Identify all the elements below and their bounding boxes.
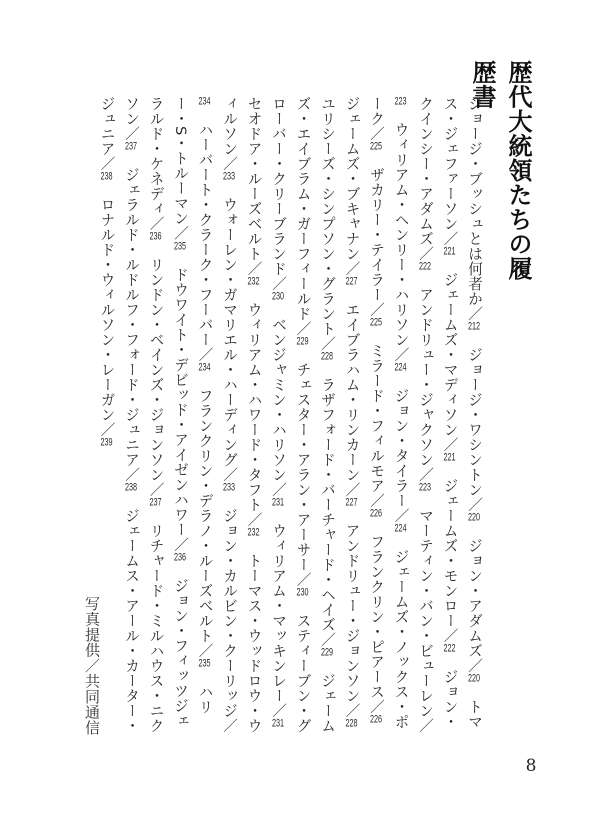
- entry-page-number: 234: [198, 96, 211, 107]
- entry-page-number: 221: [443, 246, 456, 257]
- entry-name: ザカリー・テイラー: [368, 167, 385, 302]
- list-entry: [368, 534, 385, 725]
- entry-name: ジョン・フィッツジェラルド・ケネディ: [147, 96, 189, 728]
- entry-name: セオドア・ルーズベルト: [245, 96, 263, 261]
- entry-page-number: 230: [271, 291, 285, 302]
- entry-separator: ／: [196, 643, 214, 658]
- entry-name: リンドン・ベインズ・ジョンソン: [147, 257, 165, 482]
- entry-separator: ／: [343, 703, 361, 718]
- entry-separator: ／: [466, 658, 483, 673]
- entry-name: アンドリュー・ジャクソン: [417, 287, 434, 467]
- entry-name: ユリシーズ・シンプソン・グラント: [319, 96, 336, 336]
- entry-page-number: 237: [124, 141, 138, 152]
- entry-page-number: 224: [394, 362, 407, 373]
- entry-page-number: 223: [394, 96, 407, 107]
- entry-separator: ／: [221, 467, 238, 482]
- list-entry: [344, 96, 361, 287]
- entry-name: ジョージ・ブッシュとは何者か: [466, 96, 483, 306]
- entry-separator: ／: [417, 246, 434, 261]
- entry-separator: ／: [221, 156, 238, 171]
- entry-separator: ／: [441, 437, 459, 452]
- entry-separator: ／: [270, 482, 287, 497]
- entry-name: ジェームス・アール・カーター・ジュニア: [98, 96, 140, 733]
- entry-page-number: 221: [443, 452, 456, 463]
- entry-separator: ／: [245, 261, 263, 276]
- list-entry: [417, 287, 434, 493]
- entry-page-number: 232: [247, 527, 260, 538]
- list-entry: [368, 343, 385, 519]
- entry-separator: ／: [368, 493, 385, 508]
- entry-name: ジョン・タイラー: [392, 388, 410, 508]
- list-entry: [246, 96, 263, 287]
- entry-name: トーマス・ウッドロウ・ウィルソン: [221, 96, 263, 733]
- entry-page-number: 238: [124, 482, 138, 493]
- list-entry: [270, 523, 287, 729]
- list-entry: [442, 478, 459, 654]
- entry-page-number: 231: [271, 718, 285, 729]
- entry-separator: ／: [270, 703, 287, 718]
- entry-page-number: 226: [369, 714, 383, 725]
- entry-name: ハリー・S・トルーマン: [172, 96, 214, 714]
- entry-separator: ／: [172, 536, 189, 552]
- entry-page-number: 238: [100, 171, 113, 182]
- list-entry: [197, 122, 214, 373]
- entry-name: ジェームズ・エイブラム・ガーフィールド: [294, 96, 336, 733]
- entry-name: ジェームズ・モンロー: [441, 478, 459, 628]
- list-entry: [172, 267, 189, 563]
- entry-name: ドウワイト・デビッド・アイゼンハワー: [172, 266, 189, 537]
- entry-name: ウィリアム・ハワード・タフト: [245, 302, 263, 512]
- entry-separator: ／: [392, 347, 410, 362]
- entry-page-number: 230: [296, 587, 309, 598]
- entry-separator: ／: [123, 126, 140, 141]
- entry-page-number: 220: [467, 512, 481, 523]
- list-entry: [442, 272, 459, 463]
- entry-name: エイブラハム・リンカーン: [343, 302, 361, 482]
- entry-separator: ／: [196, 347, 214, 362]
- entry-name: ウィリアム・ヘンリー・ハリソン: [392, 122, 410, 347]
- entry-separator: ／: [368, 126, 385, 141]
- list-entry: [197, 388, 214, 669]
- entry-name: フランクリン・デラノ・ルーズベルト: [196, 388, 214, 643]
- entry-name: ジェームズ・ノックス・ポーク: [368, 96, 410, 729]
- entry-separator: ／: [319, 632, 336, 647]
- list-entry: [344, 302, 361, 508]
- entry-page-number: 226: [369, 508, 383, 519]
- entry-separator: ／: [417, 467, 434, 482]
- entry-name: ジョージ・ワシントン: [466, 347, 483, 497]
- entry-name: ジョン・カルビン・クーリッジ: [221, 508, 238, 718]
- entry-page-number: 231: [271, 497, 285, 508]
- entry-separator: ／: [294, 572, 312, 587]
- entry-name: ロナルド・ウィルソン・レーガン: [98, 197, 116, 422]
- list-entry: [466, 538, 483, 684]
- entry-separator: ／: [98, 156, 116, 171]
- list-entry: [246, 302, 263, 538]
- entry-name: ウィリアム・マッキンレー: [270, 523, 287, 703]
- entry-name: ウォーレン・ガマリエル・ハーディング: [221, 197, 238, 467]
- entry-page-number: 212: [467, 321, 481, 332]
- entry-separator: ／: [343, 261, 361, 276]
- entry-page-number: 229: [296, 336, 309, 347]
- page-number: 8: [525, 756, 537, 776]
- entry-page-number: 235: [173, 240, 187, 252]
- entry-name: ハーバート・クラーク・フーバー: [196, 122, 214, 347]
- entry-page-number: 236: [173, 551, 187, 563]
- entry-page-number: 227: [345, 276, 358, 287]
- list-entry: [221, 197, 238, 493]
- list-entry: [368, 167, 385, 328]
- page-title: 歴代大統領たちの履歴書: [468, 60, 533, 281]
- entry-page-number: 224: [394, 523, 407, 534]
- entry-name: ジェームズ・マディソン: [441, 272, 459, 437]
- entry-separator: ／: [147, 216, 165, 231]
- entry-separator: ／: [441, 628, 459, 643]
- list-entry: [319, 377, 336, 658]
- entry-page-number: 229: [320, 647, 334, 658]
- entry-separator: ／: [392, 508, 410, 523]
- entry-name: リチャード・ミルハウス・ニクソン: [123, 96, 165, 733]
- entry-separator: ／: [221, 718, 238, 733]
- entry-separator: ／: [245, 512, 263, 527]
- photo-credit: 写真提供／共同通信: [83, 596, 101, 736]
- entry-separator: ／: [343, 482, 361, 497]
- entry-page-number: 232: [247, 276, 260, 287]
- entry-name: ジョン・クインシー・アダムズ: [417, 96, 459, 729]
- president-list: [98, 96, 486, 736]
- entry-page-number: 227: [345, 497, 358, 508]
- entry-page-number: 228: [320, 351, 334, 362]
- entry-separator: ／: [368, 302, 385, 317]
- list-entry: [466, 96, 483, 332]
- list-entry: [344, 523, 361, 729]
- entry-separator: ／: [270, 276, 287, 291]
- entry-name: チェスター・アラン・アーサー: [294, 362, 312, 572]
- list-entry: [270, 317, 287, 508]
- entry-page-number: 236: [149, 231, 162, 242]
- entry-page-number: 222: [418, 261, 432, 272]
- entry-separator: ／: [147, 482, 165, 497]
- entry-page-number: 233: [222, 171, 236, 182]
- entry-separator: ／: [123, 467, 140, 482]
- entry-page-number: 228: [345, 718, 358, 729]
- entry-separator: ／: [98, 422, 116, 437]
- entry-page-number: 225: [369, 317, 383, 328]
- entry-page-number: 220: [467, 673, 481, 684]
- entry-page-number: 225: [369, 141, 383, 152]
- entry-page-number: 233: [222, 482, 236, 493]
- entry-name: ミラード・フィルモア: [368, 343, 385, 493]
- entry-name: ジェラルド・ルドルフ・フォード・ジュニア: [123, 167, 140, 467]
- entry-page-number: 234: [198, 362, 211, 373]
- entry-separator: ／: [368, 699, 385, 714]
- entry-page-number: 235: [198, 658, 211, 669]
- list-entry: [148, 257, 165, 508]
- list-entry: [393, 388, 410, 534]
- entry-name: ジェームズ・ブキャナン: [343, 96, 361, 261]
- list-entry: [295, 362, 312, 598]
- entry-name: フランクリン・ピアース: [368, 534, 385, 699]
- entry-separator: ／: [441, 231, 459, 246]
- entry-separator: ／: [417, 718, 434, 733]
- entry-page-number: 239: [100, 437, 113, 448]
- list-entry: [319, 96, 336, 362]
- entry-page-number: 223: [418, 482, 432, 493]
- list-entry: [123, 167, 140, 493]
- entry-name: スティーブン・グローバー・クリーブランド: [270, 96, 312, 733]
- entry-page-number: 237: [149, 497, 162, 508]
- entries-container: [99, 96, 484, 744]
- entry-name: マーティン・バン・ビューレン: [417, 508, 434, 718]
- entry-separator: ／: [172, 225, 189, 241]
- entry-name: ジョン・アダムズ: [466, 538, 483, 658]
- entry-separator: ／: [466, 306, 483, 321]
- entry-separator: ／: [466, 497, 483, 512]
- entry-name: アンドリュー・ジョンソン: [343, 523, 361, 703]
- entry-name: ラザフォード・バーチャード・ヘイズ: [319, 377, 336, 632]
- list-entry: [393, 122, 410, 373]
- entry-name: ベンジャミン・ハリソン: [270, 317, 287, 482]
- entry-name: トマス・ジェファーソン: [441, 96, 483, 729]
- entry-separator: ／: [294, 321, 312, 336]
- list-entry: [99, 197, 116, 448]
- entry-separator: ／: [319, 336, 336, 351]
- list-entry: [466, 347, 483, 523]
- entry-page-number: 222: [443, 643, 456, 654]
